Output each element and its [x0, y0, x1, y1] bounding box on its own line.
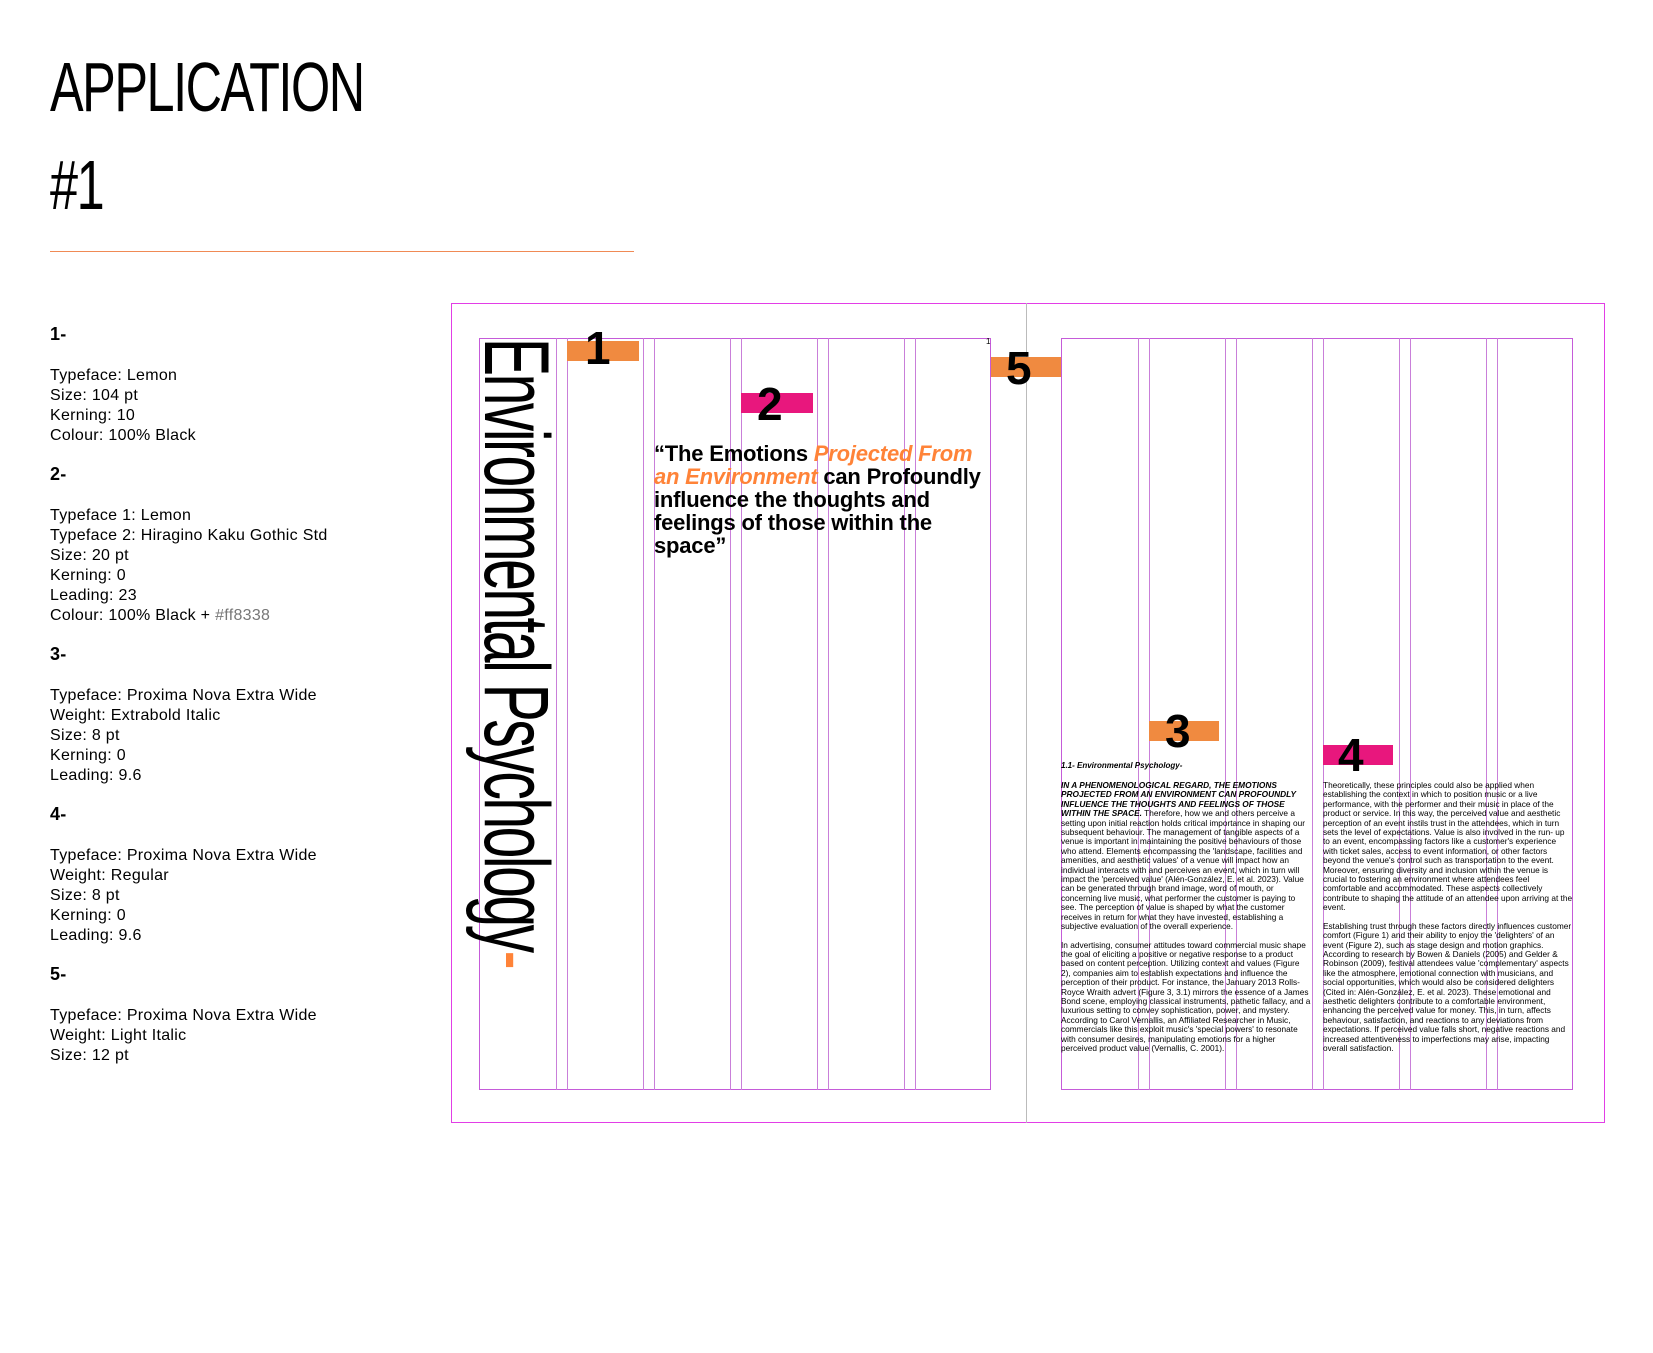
spec-item-2 [50, 464, 430, 626]
spread-fold [1026, 303, 1027, 1123]
spec-line: Weight: Regular [50, 867, 169, 884]
spec-item-5 [50, 964, 430, 1066]
marker-4-label: 4 [1338, 729, 1364, 781]
spec-item-3 [50, 644, 430, 786]
spec-line: Colour: 100% Black [50, 427, 196, 444]
marker-5-label: 5 [1006, 342, 1032, 394]
spec-number: 3- [50, 644, 67, 664]
quote-rest: can Profoundly influence the thoughts and feelings of those within the space” [654, 464, 981, 558]
marker-3-label: 3 [1165, 705, 1191, 757]
header-divider [50, 251, 634, 252]
section-title: 1.1- Environmental Psychology- [1061, 761, 1183, 770]
spec-colour-hex: #ff8338 [215, 607, 271, 624]
spec-number: 5- [50, 964, 67, 984]
spec-line: Typeface: Lemon [50, 367, 178, 384]
quote-open: “The Emotions [654, 441, 814, 466]
spec-line: Typeface: Proxima Nova Extra Wide [50, 847, 317, 864]
spec-colour-line [50, 606, 430, 626]
quote-accent: Projected From an Environment [654, 441, 973, 489]
spec-line: Typeface 2: Hiragino Kaku Gothic Std [50, 527, 328, 544]
spec-item-4 [50, 804, 430, 946]
spec-line: Kerning: 0 [50, 747, 126, 764]
spec-number: 1- [50, 324, 67, 344]
vertical-title-dash: - [465, 950, 567, 968]
spec-number: 4- [50, 804, 67, 824]
spec-line: Weight: Extrabold Italic [50, 707, 221, 724]
body-lead: IN A PHENOMENOLOGICAL REGARD, THE EMOTIONS PROJECTED FROM AN ENVIRONMENT CAN PROFOUNDLY INFLUENCE THE THOUGHTS AND FEELINGS OF THOSE WITHIN THE SPACE. [1061, 780, 1296, 819]
spec-line: Kerning: 10 [50, 407, 136, 424]
spec-item-1 [50, 324, 430, 446]
vertical-title [465, 338, 567, 1088]
body-column-4 [1323, 781, 1573, 1062]
body-paragraph [1061, 781, 1311, 932]
column-guide [643, 338, 644, 1090]
spec-line: Size: 8 pt [50, 887, 120, 904]
spec-line: Size: 12 pt [50, 1047, 129, 1064]
column-guide [1312, 338, 1313, 1090]
spec-line: Weight: Light Italic [50, 1027, 187, 1044]
body-column-3 [1061, 781, 1311, 1062]
spec-number: 2- [50, 464, 67, 484]
typography-spec-list [50, 324, 430, 1084]
spec-line: Size: 20 pt [50, 547, 129, 564]
body-paragraph: Establishing trust through these factors directly influences customer comfort (Figure 1) and their ability to enjoy the 'delighters' of an event (Figure 2), such as stage design and motion graphics. According to research by Bowen & Daniels (2005) and Gelder & Robinson (2009), festival attendees value 'complementary' aspects like the atmosphere, emotional connection with musicians, and social opportunities, which would also be considered delighters (Cited in: Alén-González, E. et al. 2023). These emotional and aesthetic delighters contribute to a comfortable environment, enhancing the perceived value for money. This, in turn, affects behaviour, satisfaction, and reactions to any deviations from expectations. If perceived value falls short, negative reactions and increased attentiveness to imperfections may arise, impacting overall satisfaction. [1323, 920, 1572, 1053]
body-text: Therefore, how we and others perceive a setting upon initial reaction holds critical importance in shaping our subsequent behaviour. The management of tangible aspects of a venue is important in maintaining the positive behaviours of those who attend. Elements encompassing the 'landscape, facilities and amenities, and aesthetic values' of a venue will impact how an individual interacts with and perceives an event, which in turn will impact the 'perceived value' (Alén-González, E. et al. 2023). Value can be generated through brand image, word of mouth, or concerning live music, what performer the customer is paying to see. The perception of value is shaped by what the customer receives in return for what they have invested, establishing a subjective evaluation of the overall experience. [1061, 808, 1305, 932]
spec-line: Kerning: 0 [50, 907, 126, 924]
spec-line: Leading: 9.6 [50, 927, 142, 944]
spec-colour-prefix: Colour: 100% Black + [50, 607, 216, 624]
column-guide [567, 338, 568, 1090]
page-subtitle: #1 [50, 146, 104, 224]
spec-line: Kerning: 0 [50, 567, 126, 584]
page-number: 1 [986, 337, 991, 346]
pull-quote [654, 442, 984, 557]
body-paragraph: In advertising, consumer attitudes toward commercial music shape the goal of eliciting a positive or negative response to a product based on content perception. Utilizing context and values (Figure 2), companies aim to establish expectations and influence the perception of their product. For instance, the January 2013 Rolls-Royce Wraith advert (Figure 3, 3.1) mirrors the essence of a James Bond scene, employing classical instruments, pathetic fallacy, and a luxurious setting to convey sophistication, power, and mystery. According to Carol Vernallis, an Affiliated Researcher in Music, commercials like this exploit music's 'special powers' to resonate with consumer desires, manipulating emotions for a higher perceived product value (Vernallis, C. 2001). [1061, 939, 1311, 1053]
vertical-title-text [465, 338, 567, 1353]
spec-line: Leading: 23 [50, 587, 137, 604]
page-title: APPLICATION [50, 48, 364, 126]
body-paragraph: Theoretically, these principles could also be applied when establishing the context in which to position music or a live performance, with the performer and their music in place of the product or service. In this way, the perceived value and aesthetic perception of an event instils trust in the attendees, which in turn sets the level of expectations. Value is also involved in the run- up to an event, encompassing factors like a customer's experience with ticket sales, access to event information, or other factors beyond the venue's control such as transportation to the event. Moreover, ensuring diversity and inclusion within the venue is crucial to fostering an environment where attendees feel comfortable and accommodated. These aspects collectively contribute to shaping the attitude of an attendee upon arriving at the event. [1323, 780, 1573, 913]
spec-line: Size: 104 pt [50, 387, 139, 404]
vertical-title-words: Environmental Psychology [465, 338, 567, 951]
spec-line: Leading: 9.6 [50, 767, 142, 784]
spec-line: Size: 8 pt [50, 727, 120, 744]
spec-line: Typeface: Proxima Nova Extra Wide [50, 687, 317, 704]
marker-1-label: 1 [585, 322, 611, 374]
spec-line: Typeface: Proxima Nova Extra Wide [50, 1007, 317, 1024]
spec-line: Typeface 1: Lemon [50, 507, 192, 524]
marker-2-label: 2 [757, 378, 783, 430]
